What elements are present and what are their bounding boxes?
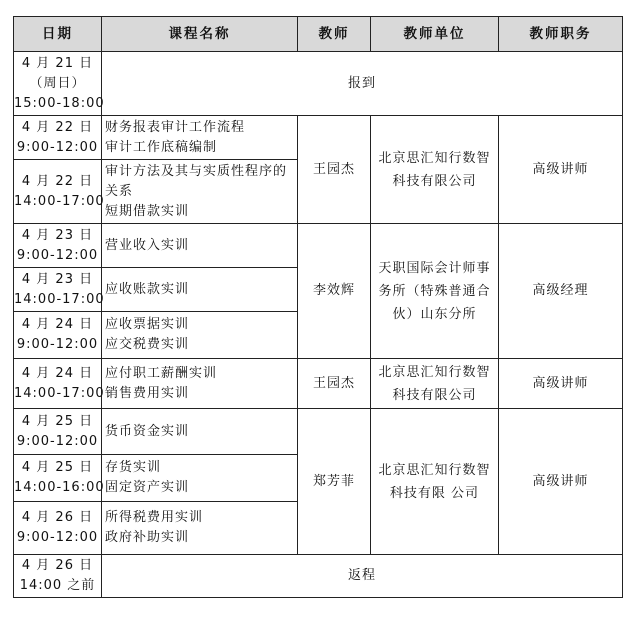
date-line: 4 月 21 日 <box>21 55 94 71</box>
course-line: 审计工作底稿编制 <box>105 139 218 155</box>
date-line: 9:00-12:00 <box>16 337 99 352</box>
date-cell <box>14 359 105 409</box>
teacher-cell: 王园杰 <box>298 359 371 409</box>
date-line: 4 月 24 日 <box>21 365 94 381</box>
date-line: 4 月 22 日 <box>21 119 94 135</box>
table-row <box>14 52 623 116</box>
unit-cell: 天职国际会计师事务所（特殊普通合伙）山东分所 <box>371 224 499 359</box>
header-unit: 教师单位 <box>371 17 499 52</box>
header-course: 课程名称 <box>102 17 298 52</box>
course-cell <box>102 160 298 224</box>
date-cell <box>14 52 105 116</box>
table-row <box>14 359 623 409</box>
course-line: 存货实训 <box>105 460 162 475</box>
unit-cell: 北京思汇知行数智科技有限公司 <box>371 116 499 224</box>
table-row <box>14 116 623 160</box>
date-line: 9:00-12:00 <box>16 139 99 155</box>
course-line: 货币资金实训 <box>105 423 190 439</box>
departure-cell: 返程 <box>102 555 623 598</box>
course-line: 应交税费实训 <box>105 337 190 352</box>
date-cell <box>14 555 102 598</box>
date-line: 15:00-18:00 <box>14 95 105 111</box>
date-cell <box>14 312 102 359</box>
date-cell <box>14 455 105 502</box>
unit-cell: 北京思汇知行数智科技有限 公司 <box>371 409 499 555</box>
check-in-cell: 报到 <box>102 52 623 116</box>
course-line: 政府补助实训 <box>105 530 190 545</box>
date-line: 4 月 25 日 <box>21 460 94 475</box>
date-line: 4 月 26 日 <box>21 510 94 525</box>
title-cell: 高级讲师 <box>499 359 623 409</box>
teacher-cell: 王园杰 <box>298 116 371 224</box>
course-cell <box>102 409 298 455</box>
header-date: 日期 <box>14 17 102 52</box>
title-cell: 高级讲师 <box>499 116 623 224</box>
date-cell <box>14 116 102 160</box>
title-cell: 高级讲师 <box>499 409 623 555</box>
header-row <box>14 17 623 52</box>
date-line: 4 月 26 日 <box>21 558 94 573</box>
schedule-table-wrapper <box>13 16 623 598</box>
course-line: 所得税费用实训 <box>105 510 204 525</box>
date-line: 4 月 23 日 <box>21 271 94 287</box>
date-line: 14:00-17:00 <box>14 291 105 307</box>
date-cell <box>14 268 105 312</box>
title-cell: 高级经理 <box>499 224 623 359</box>
course-line: 短期借款实训 <box>105 203 190 219</box>
date-line: 9:00-12:00 <box>16 247 99 263</box>
date-line: 9:00-12:00 <box>16 433 99 449</box>
course-line: 固定资产实训 <box>105 480 190 495</box>
course-line: 应收票据实训 <box>105 317 190 332</box>
date-line: 14:00-17:00 <box>14 385 105 401</box>
date-line: 9:00-12:00 <box>16 530 99 545</box>
table-row <box>14 555 623 598</box>
unit-cell: 北京思汇知行数智科技有限公司 <box>371 359 499 409</box>
date-cell <box>14 160 105 224</box>
date-line: 4 月 25 日 <box>21 413 94 429</box>
date-cell <box>14 224 102 268</box>
course-cell <box>102 312 298 359</box>
date-cell <box>14 409 102 455</box>
date-line: 14:00-17:00 <box>14 193 105 209</box>
course-cell <box>102 224 298 268</box>
table-row <box>14 409 623 455</box>
course-line: 财务报表审计工作流程 <box>105 119 246 135</box>
course-cell <box>102 502 298 555</box>
header-title: 教师职务 <box>499 17 623 52</box>
course-line: 审计方法及其与实质性程序的关系 <box>105 163 288 199</box>
training-schedule-table <box>13 16 623 598</box>
date-line: 4 月 22 日 <box>21 173 94 189</box>
date-line: 4 月 23 日 <box>21 227 94 243</box>
date-line: 14:00-16:00 <box>14 480 105 495</box>
course-line: 销售费用实训 <box>105 385 190 401</box>
date-line: 4 月 24 日 <box>21 317 94 332</box>
teacher-cell: 李效辉 <box>298 224 371 359</box>
course-cell <box>102 268 298 312</box>
course-cell <box>102 116 298 160</box>
course-cell <box>102 359 298 409</box>
course-line: 营业收入实训 <box>105 237 190 253</box>
teacher-cell: 郑芳菲 <box>298 409 371 555</box>
course-line: 应收账款实训 <box>105 281 190 297</box>
date-line: 14:00 之前 <box>19 578 96 593</box>
course-line: 应付职工薪酬实训 <box>105 365 218 381</box>
table-row <box>14 224 623 268</box>
header-teacher: 教师 <box>298 17 371 52</box>
date-line: （周日） <box>29 75 86 91</box>
date-cell <box>14 502 102 555</box>
course-cell <box>102 455 298 502</box>
